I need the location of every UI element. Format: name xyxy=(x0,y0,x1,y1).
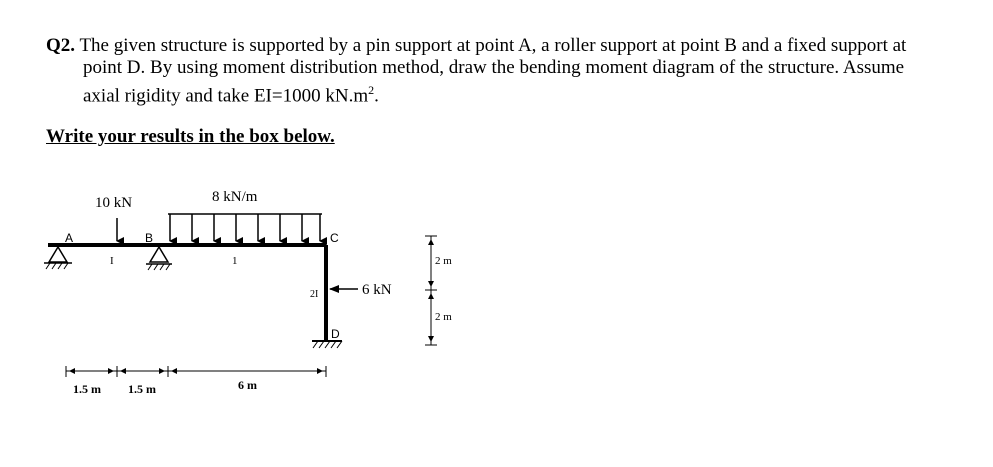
question-exponent: 2 xyxy=(368,83,375,97)
horizontal-load-arrowhead xyxy=(329,285,339,293)
vertical-dimension-lines xyxy=(425,236,437,345)
point-load-label: 10 kN xyxy=(95,195,133,211)
distributed-load-label: 8 kN/m xyxy=(212,189,258,205)
node-a-label: A xyxy=(65,231,74,245)
dim-ab-left-label: 1.5 m xyxy=(73,382,101,396)
instruction-text: Write your results in the box below. xyxy=(46,126,335,147)
question-line-1-text: The given structure is supported by a pin support at point A, a roller support at point B and a fixed support at xyxy=(79,35,907,56)
fixed-support-d xyxy=(312,341,342,348)
dim-lower-label: 2 m xyxy=(435,311,452,323)
pin-support-a xyxy=(44,247,72,269)
question-line-2: point D. By using moment distribution method, draw the bending moment diagram of the structure. Assume xyxy=(83,57,905,78)
question-line-3-end: . xyxy=(374,85,379,107)
question-line-3-text: axial rigidity and take EI=1000 kN.m xyxy=(83,85,369,107)
inertia-bc-label: 1 xyxy=(232,255,238,267)
horizontal-load-label: 6 kN xyxy=(362,282,392,298)
inertia-cd-label: 2I xyxy=(310,289,319,300)
node-d-label: D xyxy=(331,327,340,341)
inertia-ab-label: I xyxy=(110,255,114,267)
distributed-load-arrows xyxy=(170,214,320,241)
dim-ab-right-label: 1.5 m xyxy=(128,382,156,396)
roller-support-b xyxy=(146,247,172,270)
question-label: Q2. xyxy=(46,35,76,56)
node-b-label: B xyxy=(145,231,154,245)
dim-upper-label: 2 m xyxy=(435,255,452,267)
node-c-label: C xyxy=(330,231,339,245)
horizontal-dimension-lines xyxy=(66,366,326,377)
dim-bc-label: 6 m xyxy=(238,378,257,392)
